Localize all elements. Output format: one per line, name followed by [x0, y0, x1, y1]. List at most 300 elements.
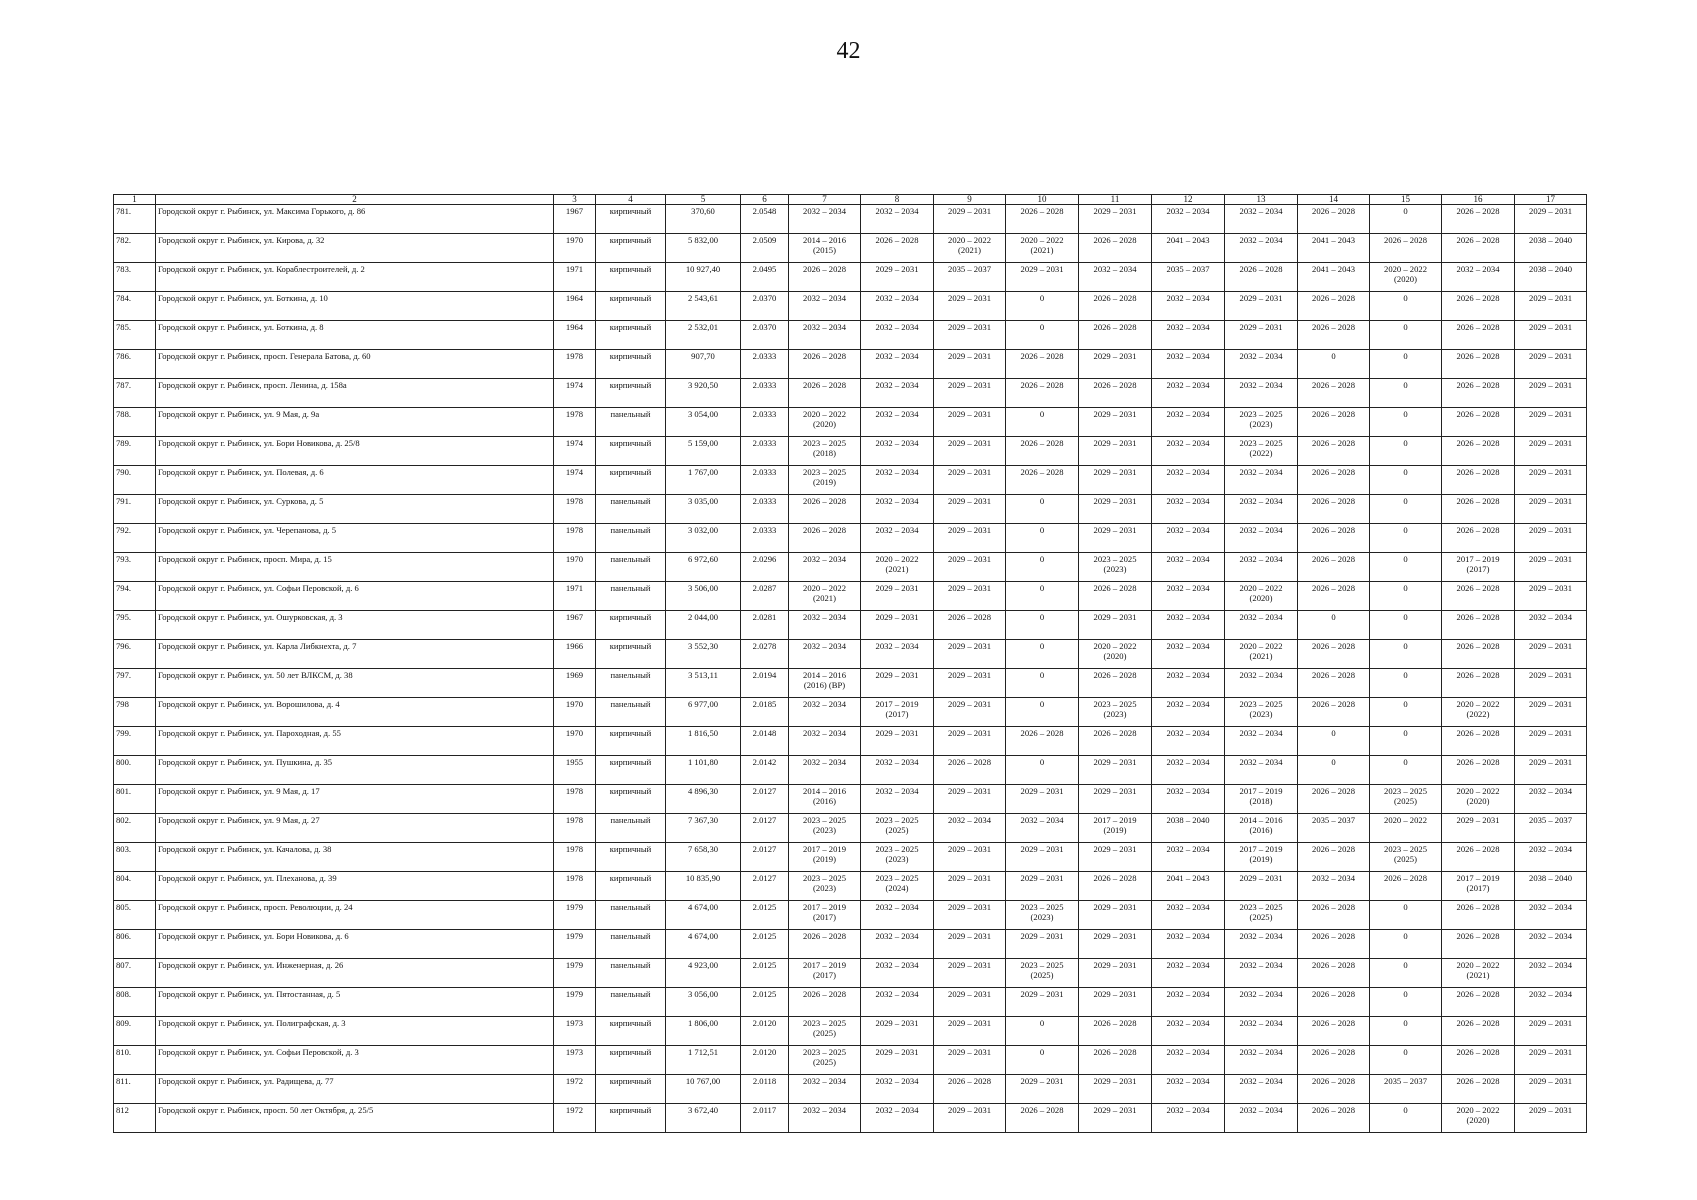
cell-period-col8: 2026 – 2028 — [861, 234, 934, 263]
table-row — [114, 350, 1587, 379]
cell-total-area: 3 920,50 — [666, 379, 741, 408]
cell-period-col13: 2026 – 2028 — [1225, 263, 1298, 292]
cell-build-year: 1978 — [554, 350, 596, 379]
cell-wall-material: панельный — [596, 959, 666, 988]
cell-build-year: 1970 — [554, 698, 596, 727]
cell-period-col7: 2032 – 2034 — [789, 553, 861, 582]
column-number-11: 11 — [1079, 195, 1152, 205]
cell-period-col10: 0 — [1006, 756, 1079, 785]
cell-period-col12: 2041 – 2043 — [1152, 872, 1225, 901]
cell-period-col16: 2017 – 2019 (2017) — [1442, 872, 1515, 901]
table-row — [114, 785, 1587, 814]
cell-address: Городской округ г. Рыбинск, ул. Радищева, д. 77 — [156, 1075, 554, 1104]
table-row — [114, 205, 1587, 234]
cell-wall-material: кирпичный — [596, 785, 666, 814]
cell-period-col8: 2029 – 2031 — [861, 263, 934, 292]
cell-period-col11: 2020 – 2022 (2020) — [1079, 640, 1152, 669]
cell-period-col7: 2026 – 2028 — [789, 495, 861, 524]
cell-period-col13: 2032 – 2034 — [1225, 1075, 1298, 1104]
cell-period-col10: 2023 – 2025 (2023) — [1006, 901, 1079, 930]
cell-period-col12: 2032 – 2034 — [1152, 1104, 1225, 1133]
cell-total-area: 1 816,50 — [666, 727, 741, 756]
cell-period-col8: 2032 – 2034 — [861, 321, 934, 350]
cell-period-col12: 2032 – 2034 — [1152, 408, 1225, 437]
cell-build-year: 1973 — [554, 1017, 596, 1046]
cell-period-col12: 2032 – 2034 — [1152, 1017, 1225, 1046]
cell-period-col16: 2026 – 2028 — [1442, 843, 1515, 872]
cell-period-col13: 2032 – 2034 — [1225, 350, 1298, 379]
table-row — [114, 901, 1587, 930]
cell-priority-index: 2.0118 — [741, 1075, 789, 1104]
cell-period-col13: 2032 – 2034 — [1225, 988, 1298, 1017]
table-row — [114, 379, 1587, 408]
cell-period-col16: 2026 – 2028 — [1442, 466, 1515, 495]
cell-period-col7: 2026 – 2028 — [789, 524, 861, 553]
cell-period-col8: 2029 – 2031 — [861, 727, 934, 756]
table-row — [114, 959, 1587, 988]
table-row — [114, 872, 1587, 901]
cell-total-area: 2 532,01 — [666, 321, 741, 350]
cell-wall-material: кирпичный — [596, 466, 666, 495]
cell-period-col9: 2029 – 2031 — [934, 553, 1006, 582]
cell-period-col17: 2029 – 2031 — [1515, 524, 1587, 553]
cell-period-col16: 2026 – 2028 — [1442, 1017, 1515, 1046]
cell-period-col16: 2026 – 2028 — [1442, 234, 1515, 263]
cell-wall-material: кирпичный — [596, 379, 666, 408]
cell-period-col10: 2026 – 2028 — [1006, 350, 1079, 379]
cell-address: Городской округ г. Рыбинск, ул. Пушкина, д. 35 — [156, 756, 554, 785]
cell-address: Городской округ г. Рыбинск, ул. Ошурковская, д. 3 — [156, 611, 554, 640]
cell-build-year: 1967 — [554, 611, 596, 640]
cell-period-col8: 2032 – 2034 — [861, 437, 934, 466]
cell-build-year: 1955 — [554, 756, 596, 785]
cell-period-col16: 2026 – 2028 — [1442, 408, 1515, 437]
cell-row-number: 794. — [114, 582, 156, 611]
cell-build-year: 1969 — [554, 669, 596, 698]
cell-period-col14: 2026 – 2028 — [1298, 959, 1370, 988]
cell-period-col17: 2029 – 2031 — [1515, 640, 1587, 669]
cell-period-col12: 2032 – 2034 — [1152, 437, 1225, 466]
cell-address: Городской округ г. Рыбинск, ул. Полиграфская, д. 3 — [156, 1017, 554, 1046]
column-number-3: 3 — [554, 195, 596, 205]
cell-wall-material: кирпичный — [596, 205, 666, 234]
cell-wall-material: панельный — [596, 408, 666, 437]
cell-period-col9: 2026 – 2028 — [934, 1075, 1006, 1104]
cell-wall-material: кирпичный — [596, 843, 666, 872]
cell-build-year: 1979 — [554, 959, 596, 988]
column-number-15: 15 — [1370, 195, 1442, 205]
cell-priority-index: 2.0127 — [741, 872, 789, 901]
cell-period-col16: 2032 – 2034 — [1442, 263, 1515, 292]
cell-row-number: 809. — [114, 1017, 156, 1046]
cell-period-col13: 2032 – 2034 — [1225, 379, 1298, 408]
cell-build-year: 1971 — [554, 263, 596, 292]
cell-address: Городской округ г. Рыбинск, ул. 50 лет ВЛКСМ, д. 38 — [156, 669, 554, 698]
cell-priority-index: 2.0333 — [741, 437, 789, 466]
cell-period-col11: 2026 – 2028 — [1079, 582, 1152, 611]
cell-row-number: 808. — [114, 988, 156, 1017]
cell-period-col15: 0 — [1370, 408, 1442, 437]
cell-period-col12: 2041 – 2043 — [1152, 234, 1225, 263]
cell-address: Городской округ г. Рыбинск, ул. Бори Новикова, д. 6 — [156, 930, 554, 959]
cell-period-col9: 2029 – 2031 — [934, 437, 1006, 466]
cell-period-col11: 2026 – 2028 — [1079, 1046, 1152, 1075]
cell-build-year: 1970 — [554, 553, 596, 582]
cell-period-col14: 2026 – 2028 — [1298, 930, 1370, 959]
cell-period-col12: 2032 – 2034 — [1152, 959, 1225, 988]
cell-total-area: 10 767,00 — [666, 1075, 741, 1104]
column-number-10: 10 — [1006, 195, 1079, 205]
cell-row-number: 795. — [114, 611, 156, 640]
cell-period-col10: 2020 – 2022 (2021) — [1006, 234, 1079, 263]
cell-build-year: 1970 — [554, 234, 596, 263]
table-row — [114, 843, 1587, 872]
cell-period-col14: 2026 – 2028 — [1298, 524, 1370, 553]
cell-period-col7: 2032 – 2034 — [789, 292, 861, 321]
cell-period-col8: 2032 – 2034 — [861, 350, 934, 379]
cell-period-col9: 2029 – 2031 — [934, 669, 1006, 698]
cell-period-col10: 2029 – 2031 — [1006, 872, 1079, 901]
cell-period-col11: 2029 – 2031 — [1079, 959, 1152, 988]
cell-period-col9: 2029 – 2031 — [934, 872, 1006, 901]
cell-period-col11: 2029 – 2031 — [1079, 901, 1152, 930]
cell-period-col16: 2026 – 2028 — [1442, 205, 1515, 234]
cell-total-area: 7 367,30 — [666, 814, 741, 843]
cell-wall-material: кирпичный — [596, 727, 666, 756]
table-row — [114, 669, 1587, 698]
cell-row-number: 789. — [114, 437, 156, 466]
cell-period-col14: 2026 – 2028 — [1298, 553, 1370, 582]
cell-period-col7: 2032 – 2034 — [789, 640, 861, 669]
cell-period-col9: 2029 – 2031 — [934, 988, 1006, 1017]
cell-period-col17: 2032 – 2034 — [1515, 611, 1587, 640]
cell-period-col14: 2026 – 2028 — [1298, 495, 1370, 524]
cell-period-col12: 2032 – 2034 — [1152, 524, 1225, 553]
table-row — [114, 930, 1587, 959]
cell-wall-material: панельный — [596, 814, 666, 843]
cell-address: Городской округ г. Рыбинск, ул. Плеханова, д. 39 — [156, 872, 554, 901]
cell-build-year: 1967 — [554, 205, 596, 234]
cell-address: Городской округ г. Рыбинск, ул. Полевая, д. 6 — [156, 466, 554, 495]
cell-period-col8: 2023 – 2025 (2023) — [861, 843, 934, 872]
cell-period-col13: 2017 – 2019 (2019) — [1225, 843, 1298, 872]
cell-total-area: 4 674,00 — [666, 901, 741, 930]
cell-period-col8: 2032 – 2034 — [861, 901, 934, 930]
cell-period-col14: 2026 – 2028 — [1298, 205, 1370, 234]
cell-period-col14: 2026 – 2028 — [1298, 379, 1370, 408]
table-row — [114, 640, 1587, 669]
cell-period-col11: 2026 – 2028 — [1079, 292, 1152, 321]
cell-total-area: 4 923,00 — [666, 959, 741, 988]
cell-period-col12: 2032 – 2034 — [1152, 1046, 1225, 1075]
cell-period-col11: 2026 – 2028 — [1079, 379, 1152, 408]
cell-row-number: 781. — [114, 205, 156, 234]
cell-address: Городской округ г. Рыбинск, ул. Боткина, д. 8 — [156, 321, 554, 350]
cell-period-col16: 2026 – 2028 — [1442, 379, 1515, 408]
cell-period-col11: 2029 – 2031 — [1079, 611, 1152, 640]
cell-build-year: 1979 — [554, 930, 596, 959]
cell-period-col13: 2032 – 2034 — [1225, 466, 1298, 495]
cell-priority-index: 2.0117 — [741, 1104, 789, 1133]
cell-row-number: 803. — [114, 843, 156, 872]
cell-period-col14: 2026 – 2028 — [1298, 466, 1370, 495]
cell-period-col16: 2026 – 2028 — [1442, 437, 1515, 466]
page-number: 42 — [836, 38, 861, 64]
cell-period-col10: 2026 – 2028 — [1006, 1104, 1079, 1133]
cell-period-col11: 2029 – 2031 — [1079, 1075, 1152, 1104]
cell-build-year: 1974 — [554, 379, 596, 408]
cell-period-col15: 0 — [1370, 959, 1442, 988]
cell-period-col14: 2041 – 2043 — [1298, 234, 1370, 263]
cell-period-col12: 2032 – 2034 — [1152, 582, 1225, 611]
cell-period-col8: 2032 – 2034 — [861, 1104, 934, 1133]
cell-address: Городской округ г. Рыбинск, ул. Суркова, д. 5 — [156, 495, 554, 524]
cell-period-col17: 2029 – 2031 — [1515, 466, 1587, 495]
cell-period-col17: 2029 – 2031 — [1515, 1104, 1587, 1133]
cell-period-col17: 2038 – 2040 — [1515, 872, 1587, 901]
cell-period-col14: 2026 – 2028 — [1298, 582, 1370, 611]
cell-period-col10: 0 — [1006, 292, 1079, 321]
table-body — [114, 205, 1587, 1133]
cell-total-area: 3 672,40 — [666, 1104, 741, 1133]
table-row — [114, 582, 1587, 611]
cell-period-col7: 2032 – 2034 — [789, 611, 861, 640]
cell-total-area: 2 044,00 — [666, 611, 741, 640]
cell-period-col10: 0 — [1006, 640, 1079, 669]
cell-total-area: 370,60 — [666, 205, 741, 234]
cell-period-col10: 2029 – 2031 — [1006, 785, 1079, 814]
cell-period-col15: 0 — [1370, 350, 1442, 379]
cell-total-area: 1 806,00 — [666, 1017, 741, 1046]
cell-period-col14: 0 — [1298, 756, 1370, 785]
cell-wall-material: кирпичный — [596, 611, 666, 640]
cell-address: Городской округ г. Рыбинск, ул. 9 Мая, д. 9а — [156, 408, 554, 437]
cell-period-col11: 2026 – 2028 — [1079, 321, 1152, 350]
cell-period-col9: 2029 – 2031 — [934, 379, 1006, 408]
cell-period-col10: 2026 – 2028 — [1006, 466, 1079, 495]
cell-total-area: 2 543,61 — [666, 292, 741, 321]
cell-period-col13: 2032 – 2034 — [1225, 1104, 1298, 1133]
cell-priority-index: 2.0120 — [741, 1046, 789, 1075]
cell-address: Городской округ г. Рыбинск, ул. Инженерная, д. 26 — [156, 959, 554, 988]
cell-priority-index: 2.0125 — [741, 988, 789, 1017]
cell-period-col14: 2026 – 2028 — [1298, 1017, 1370, 1046]
cell-period-col8: 2032 – 2034 — [861, 205, 934, 234]
cell-period-col14: 2026 – 2028 — [1298, 1046, 1370, 1075]
cell-period-col14: 2026 – 2028 — [1298, 669, 1370, 698]
table-row — [114, 437, 1587, 466]
cell-period-col8: 2029 – 2031 — [861, 582, 934, 611]
cell-priority-index: 2.0125 — [741, 930, 789, 959]
cell-row-number: 791. — [114, 495, 156, 524]
cell-period-col10: 2026 – 2028 — [1006, 437, 1079, 466]
cell-address: Городской округ г. Рыбинск, ул. Кирова, д. 32 — [156, 234, 554, 263]
cell-period-col16: 2020 – 2022 (2020) — [1442, 785, 1515, 814]
cell-row-number: 806. — [114, 930, 156, 959]
cell-period-col7: 2032 – 2034 — [789, 205, 861, 234]
cell-period-col16: 2017 – 2019 (2017) — [1442, 553, 1515, 582]
cell-period-col15: 2035 – 2037 — [1370, 1075, 1442, 1104]
table-row — [114, 466, 1587, 495]
cell-period-col15: 0 — [1370, 1104, 1442, 1133]
cell-address: Городской округ г. Рыбинск, ул. Софьи Перовской, д. 3 — [156, 1046, 554, 1075]
cell-period-col16: 2026 – 2028 — [1442, 321, 1515, 350]
cell-period-col10: 2029 – 2031 — [1006, 1075, 1079, 1104]
cell-period-col14: 2026 – 2028 — [1298, 988, 1370, 1017]
cell-period-col7: 2032 – 2034 — [789, 756, 861, 785]
cell-period-col16: 2026 – 2028 — [1442, 582, 1515, 611]
cell-row-number: 784. — [114, 292, 156, 321]
cell-period-col7: 2020 – 2022 (2020) — [789, 408, 861, 437]
cell-period-col11: 2032 – 2034 — [1079, 263, 1152, 292]
cell-total-area: 1 712,51 — [666, 1046, 741, 1075]
cell-period-col11: 2029 – 2031 — [1079, 437, 1152, 466]
cell-period-col11: 2029 – 2031 — [1079, 785, 1152, 814]
cell-total-area: 3 552,30 — [666, 640, 741, 669]
cell-build-year: 1978 — [554, 814, 596, 843]
cell-period-col9: 2029 – 2031 — [934, 321, 1006, 350]
cell-period-col10: 2023 – 2025 (2025) — [1006, 959, 1079, 988]
cell-period-col9: 2035 – 2037 — [934, 263, 1006, 292]
cell-period-col7: 2032 – 2034 — [789, 698, 861, 727]
cell-priority-index: 2.0127 — [741, 843, 789, 872]
cell-row-number: 802. — [114, 814, 156, 843]
cell-wall-material: кирпичный — [596, 640, 666, 669]
cell-row-number: 800. — [114, 756, 156, 785]
cell-period-col14: 2026 – 2028 — [1298, 321, 1370, 350]
table-row — [114, 611, 1587, 640]
table-row — [114, 698, 1587, 727]
cell-period-col17: 2029 – 2031 — [1515, 350, 1587, 379]
cell-period-col8: 2029 – 2031 — [861, 611, 934, 640]
cell-period-col14: 0 — [1298, 350, 1370, 379]
cell-period-col10: 0 — [1006, 611, 1079, 640]
table-row — [114, 495, 1587, 524]
cell-address: Городской округ г. Рыбинск, ул. 9 Мая, д. 17 — [156, 785, 554, 814]
cell-period-col11: 2023 – 2025 (2023) — [1079, 553, 1152, 582]
cell-row-number: 805. — [114, 901, 156, 930]
cell-priority-index: 2.0333 — [741, 379, 789, 408]
cell-priority-index: 2.0333 — [741, 524, 789, 553]
cell-period-col11: 2029 – 2031 — [1079, 408, 1152, 437]
cell-total-area: 907,70 — [666, 350, 741, 379]
cell-period-col13: 2017 – 2019 (2018) — [1225, 785, 1298, 814]
cell-wall-material: панельный — [596, 495, 666, 524]
cell-period-col11: 2029 – 2031 — [1079, 843, 1152, 872]
cell-period-col17: 2029 – 2031 — [1515, 698, 1587, 727]
cell-total-area: 3 506,00 — [666, 582, 741, 611]
cell-period-col14: 2026 – 2028 — [1298, 1104, 1370, 1133]
cell-build-year: 1971 — [554, 582, 596, 611]
cell-period-col8: 2032 – 2034 — [861, 1075, 934, 1104]
column-number-1: 1 — [114, 195, 156, 205]
cell-period-col15: 0 — [1370, 524, 1442, 553]
cell-period-col13: 2029 – 2031 — [1225, 872, 1298, 901]
cell-period-col13: 2032 – 2034 — [1225, 727, 1298, 756]
cell-wall-material: кирпичный — [596, 1104, 666, 1133]
cell-period-col7: 2026 – 2028 — [789, 930, 861, 959]
cell-period-col10: 0 — [1006, 1046, 1079, 1075]
cell-period-col16: 2026 – 2028 — [1442, 1075, 1515, 1104]
column-number-9: 9 — [934, 195, 1006, 205]
cell-address: Городской округ г. Рыбинск, ул. Черепанова, д. 5 — [156, 524, 554, 553]
cell-period-col10: 2029 – 2031 — [1006, 988, 1079, 1017]
cell-period-col16: 2026 – 2028 — [1442, 930, 1515, 959]
cell-row-number: 785. — [114, 321, 156, 350]
cell-period-col16: 2026 – 2028 — [1442, 524, 1515, 553]
cell-period-col8: 2032 – 2034 — [861, 988, 934, 1017]
cell-period-col16: 2020 – 2022 (2021) — [1442, 959, 1515, 988]
cell-priority-index: 2.0194 — [741, 669, 789, 698]
cell-address: Городской округ г. Рыбинск, ул. Ворошилова, д. 4 — [156, 698, 554, 727]
cell-build-year: 1964 — [554, 292, 596, 321]
cell-row-number: 801. — [114, 785, 156, 814]
cell-period-col9: 2020 – 2022 (2021) — [934, 234, 1006, 263]
column-number-16: 16 — [1442, 195, 1515, 205]
cell-period-col16: 2026 – 2028 — [1442, 292, 1515, 321]
cell-total-area: 4 674,00 — [666, 930, 741, 959]
cell-priority-index: 2.0333 — [741, 350, 789, 379]
table-row — [114, 263, 1587, 292]
cell-total-area: 3 054,00 — [666, 408, 741, 437]
cell-period-col17: 2029 – 2031 — [1515, 1075, 1587, 1104]
cell-period-col15: 2026 – 2028 — [1370, 234, 1442, 263]
cell-period-col12: 2035 – 2037 — [1152, 263, 1225, 292]
cell-period-col9: 2026 – 2028 — [934, 756, 1006, 785]
cell-period-col17: 2029 – 2031 — [1515, 582, 1587, 611]
cell-row-number: 799. — [114, 727, 156, 756]
cell-wall-material: панельный — [596, 930, 666, 959]
cell-period-col8: 2023 – 2025 (2025) — [861, 814, 934, 843]
cell-row-number: 807. — [114, 959, 156, 988]
cell-address: Городской округ г. Рыбинск, ул. Пятостанная, д. 5 — [156, 988, 554, 1017]
cell-period-col13: 2029 – 2031 — [1225, 321, 1298, 350]
cell-period-col17: 2038 – 2040 — [1515, 263, 1587, 292]
cell-period-col10: 0 — [1006, 1017, 1079, 1046]
cell-period-col10: 2029 – 2031 — [1006, 930, 1079, 959]
cell-period-col14: 2035 – 2037 — [1298, 814, 1370, 843]
cell-period-col12: 2032 – 2034 — [1152, 466, 1225, 495]
cell-period-col10: 0 — [1006, 524, 1079, 553]
cell-period-col11: 2026 – 2028 — [1079, 727, 1152, 756]
cell-period-col9: 2029 – 2031 — [934, 495, 1006, 524]
cell-period-col7: 2032 – 2034 — [789, 727, 861, 756]
cell-priority-index: 2.0148 — [741, 727, 789, 756]
column-number-13: 13 — [1225, 195, 1298, 205]
cell-build-year: 1974 — [554, 437, 596, 466]
cell-period-col8: 2032 – 2034 — [861, 408, 934, 437]
table-row — [114, 814, 1587, 843]
cell-period-col13: 2032 – 2034 — [1225, 611, 1298, 640]
cell-total-area: 10 835,90 — [666, 872, 741, 901]
column-number-5: 5 — [666, 195, 741, 205]
cell-period-col7: 2023 – 2025 (2023) — [789, 814, 861, 843]
cell-period-col11: 2029 – 2031 — [1079, 350, 1152, 379]
cell-build-year: 1979 — [554, 901, 596, 930]
cell-period-col11: 2029 – 2031 — [1079, 930, 1152, 959]
cell-period-col12: 2032 – 2034 — [1152, 611, 1225, 640]
cell-total-area: 3 056,00 — [666, 988, 741, 1017]
cell-period-col7: 2023 – 2025 (2019) — [789, 466, 861, 495]
cell-period-col13: 2032 – 2034 — [1225, 756, 1298, 785]
cell-period-col9: 2029 – 2031 — [934, 727, 1006, 756]
cell-period-col10: 0 — [1006, 698, 1079, 727]
cell-period-col8: 2017 – 2019 (2017) — [861, 698, 934, 727]
cell-build-year: 1974 — [554, 466, 596, 495]
cell-total-area: 5 832,00 — [666, 234, 741, 263]
cell-wall-material: панельный — [596, 582, 666, 611]
cell-period-col8: 2032 – 2034 — [861, 379, 934, 408]
